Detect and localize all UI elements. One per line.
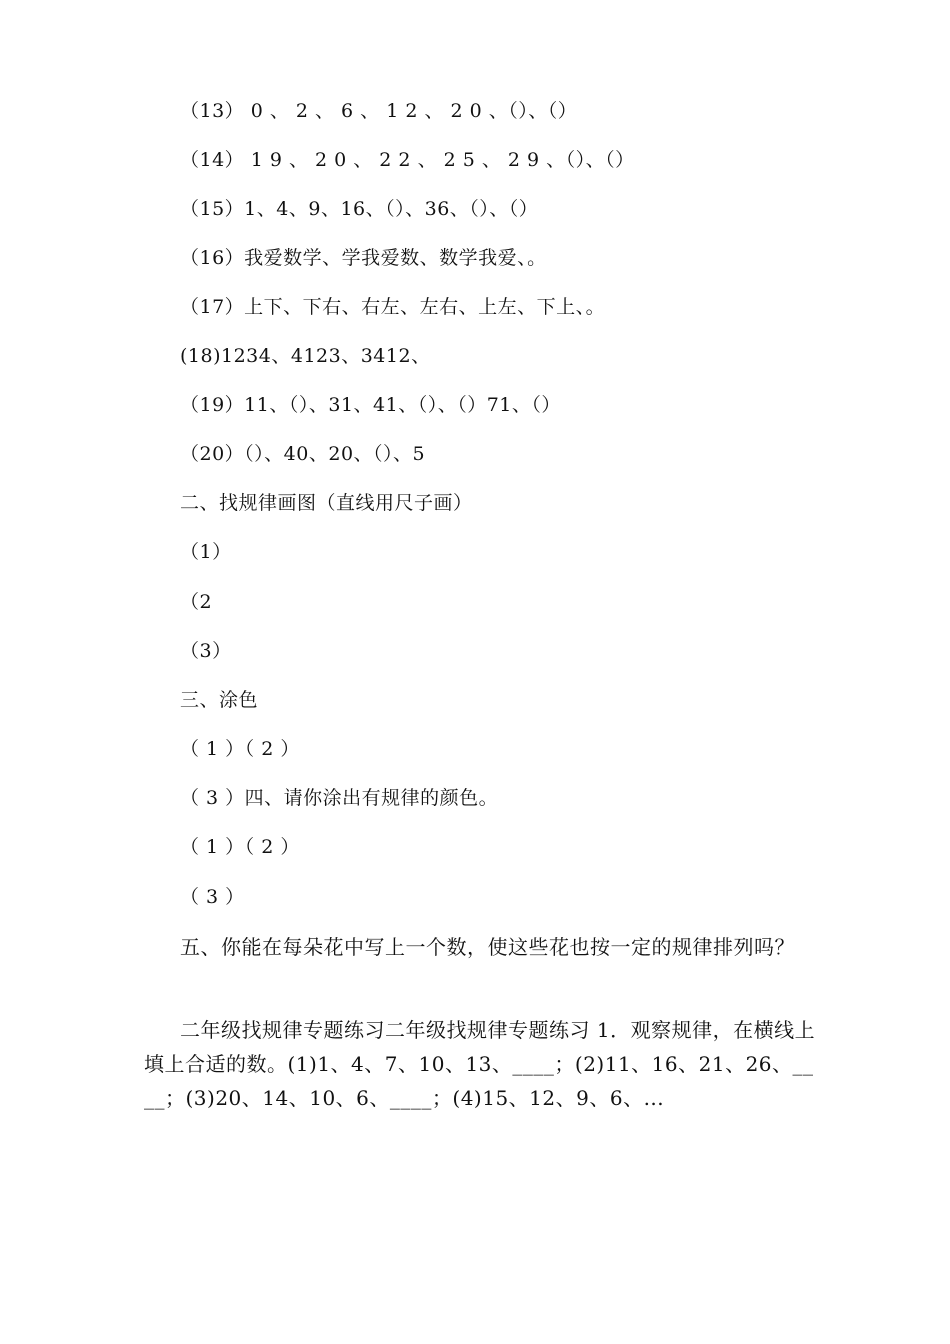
sequence-item-14: （14） 1 9 、 2 0 、 2 2 、 2 5 、 2 9 、（）、（） (180, 149, 635, 171)
sequence-item-13: （13） 0 、 2 、 6 、 1 2 、 2 0 、（）、（） (180, 100, 578, 122)
section-2-item-3: （3） (180, 640, 232, 662)
section-2-item-2: （2 (180, 591, 213, 613)
section-4-line-2: （ 3 ） (180, 886, 245, 908)
practice-paragraph: 二年级找规律专题练习二年级找规律专题练习 1．观察规律，在横线上填上合适的数。(1)1、4、7、10、13、____；(2)11、16、21、26、____；(3)20、14、10、6、____；(4)15、12、9、6、... (144, 1018, 816, 1110)
sequence-item-20: （20）（）、40、20、（）、5 (180, 443, 426, 465)
section-5-paragraph: 五、你能在每朵花中写上一个数，使这些花也按一定的规律排列吗？ (180, 935, 795, 959)
sequence-item-16: （16）我爱数学、学我爱数、数学我爱、。 (180, 247, 547, 269)
sequence-item-17: （17）上下、下右、右左、左右、上左、下上、。 (180, 296, 606, 318)
section-2-heading: 二、找规律画图（直线用尺子画） (180, 492, 473, 514)
section-4-line-1: （ 1 ）（ 2 ） (180, 836, 300, 858)
sequence-item-18: (18)1234、4123、3412、 (180, 345, 431, 367)
section-2-item-1: （1） (180, 541, 232, 563)
section-3-heading: 三、涂色 (180, 689, 259, 711)
section-3-line-1: （ 1 ）（ 2 ） (180, 738, 300, 760)
sequence-item-19: （19）11、（）、31、41、（）、（）71、（） (180, 394, 561, 416)
section-3-line-2: （ 3 ）四、请你涂出有规律的颜色。 (180, 787, 499, 809)
sequence-item-15: （15）1、4、9、16、（）、36、（）、（） (180, 198, 539, 220)
